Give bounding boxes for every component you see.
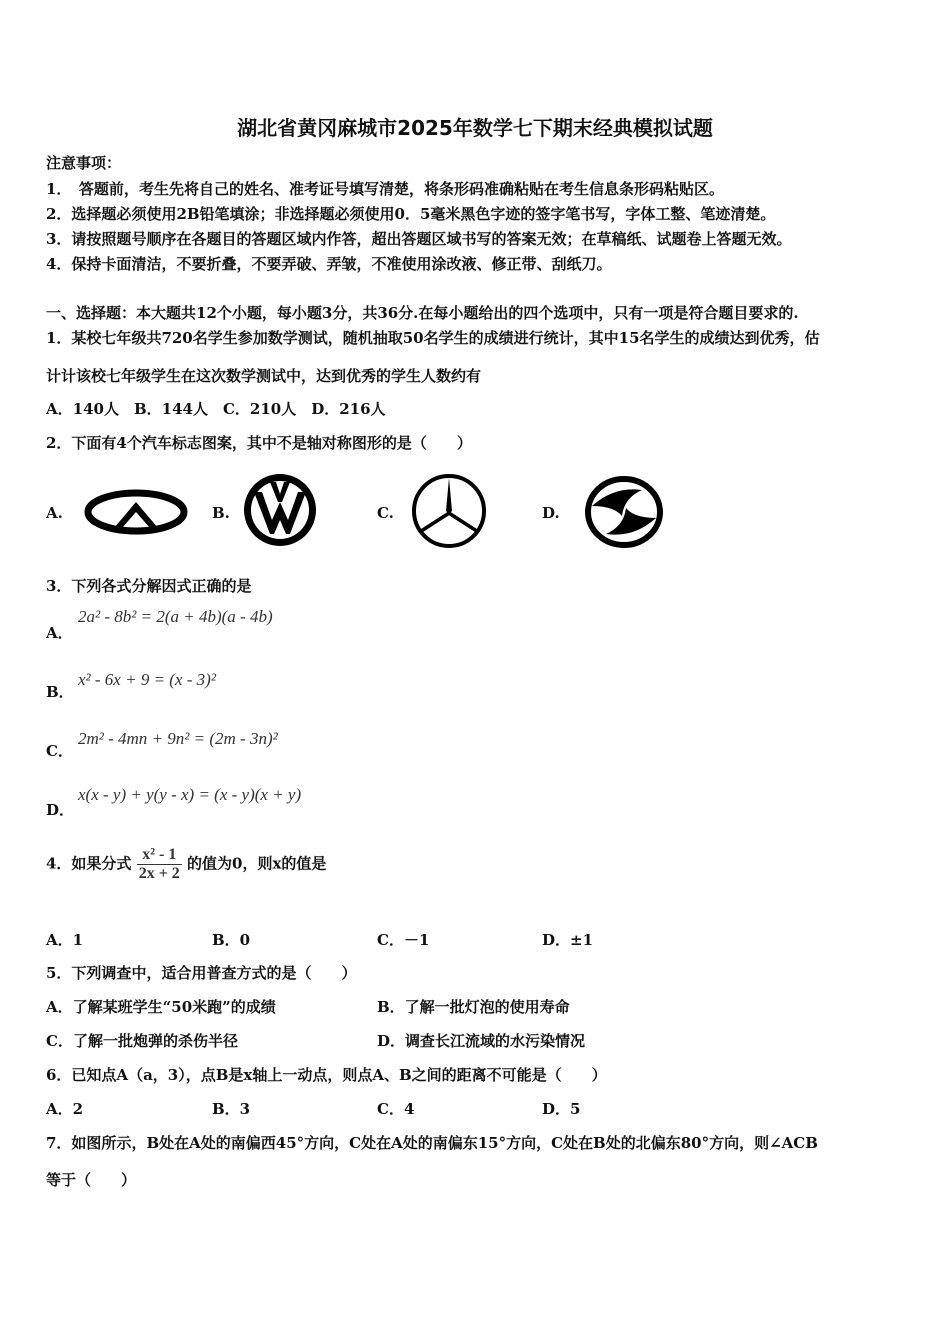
q3-expr-b: x² - 6x + 9 = (x - 3)² [78, 670, 216, 689]
q2-label-c: C. [377, 504, 394, 522]
q4-option-a: A．1 [46, 931, 84, 949]
q3-label-d: D． [46, 801, 75, 819]
notice-heading: 注意事项： [46, 154, 122, 172]
q3-label-c: C． [46, 742, 73, 760]
q3-expr-c: 2m² - 4mn + 9n² = (2m - 3n)² [78, 729, 278, 748]
notice-item-4: 4．保持卡面清洁，不要折叠，不要弄破、弄皱，不准使用涂改液、修正带、刮纸刀。 [46, 255, 612, 273]
q5-option-b: B．了解一批灯泡的使用寿命 [377, 998, 570, 1016]
q2-label-b: B. [212, 504, 230, 522]
notice-item-1: 1． 答题前，考生先将自己的姓名、准考证号填写清楚，将条形码准确粘贴在考生信息条形码粘贴区。 [46, 180, 724, 198]
q6-option-c: C．4 [377, 1100, 415, 1118]
q4-option-c: C．－1 [377, 931, 430, 949]
page-title: 湖北省黄冈麻城市2025年数学七下期末经典模拟试题 [237, 116, 713, 140]
q2-label-d: D. [542, 504, 560, 522]
q4-stem-pre: 4．如果分式 [46, 854, 132, 873]
q3-expr-d: x(x - y) + y(y - x) = (x - y)(x + y) [78, 785, 302, 804]
q2-label-a: A. [46, 504, 63, 522]
q2-stem: 2．下面有4个汽车标志图案，其中不是轴对称图形的是（ ） [46, 434, 472, 452]
q4-fraction-denominator: 2x + 2 [138, 865, 180, 882]
q7-stem-line2: 等于（ ） [46, 1171, 137, 1189]
q5-option-d: D．调查长江流域的水污染情况 [377, 1032, 586, 1050]
q4-fraction-numerator: x² - 1 [137, 846, 182, 865]
infiniti-logo [84, 488, 188, 536]
q5-option-a: A．了解某班学生“50米跑”的成绩 [46, 998, 276, 1016]
q4-stem-post: 的值为0，则x的值是 [187, 854, 327, 873]
volkswagen-logo [240, 470, 320, 550]
q5-option-c: C．了解一批炮弹的杀伤半径 [46, 1032, 238, 1050]
notice-item-2: 2．选择题必须使用2B铅笔填涂；非选择题必须使用0．5毫米黑色字迹的签字笔书写，字体工整、笔迹清楚。 [46, 205, 776, 223]
section-heading: 一、选择题：本大题共12个小题，每小题3分，共36分.在每小题给出的四个选项中，只有一项是符合题目要求的. [46, 304, 799, 322]
q4-stem [46, 846, 326, 883]
q3-label-b: B． [46, 683, 74, 701]
mercedes-logo [410, 472, 488, 550]
q1-stem-line1: 1．某校七年级共720名学生参加数学测试，随机抽取50名学生的成绩进行统计，其中15名学生的成绩达到优秀，估 [46, 329, 820, 347]
q4-fraction [137, 846, 182, 883]
q3-stem: 3．下列各式分解因式正确的是 [46, 577, 252, 595]
q6-option-d: D．5 [542, 1100, 581, 1118]
q3-label-a: A． [46, 624, 73, 642]
notice-item-3: 3．请按照题号顺序在各题目的答题区域内作答，超出答题区域书写的答案无效；在草稿纸、试题卷上答题无效。 [46, 230, 792, 248]
q4-option-b: B．0 [212, 931, 251, 949]
q5-stem: 5．下列调查中，适合用普查方式的是（ ） [46, 964, 357, 982]
q1-stem-line2: 计计该校七年级学生在这次数学测试中，达到优秀的学生人数约有 [46, 367, 482, 385]
q6-stem: 6．已知点A（a，3），点B是x轴上一动点，则点A、B之间的距离不可能是（ ） [46, 1066, 607, 1084]
dongfeng-logo [584, 476, 664, 548]
q1-options: A．140人 B．144人 C．210人 D．216人 [46, 400, 386, 418]
q6-option-b: B．3 [212, 1100, 251, 1118]
q7-stem-line1: 7．如图所示，B处在A处的南偏西45°方向，C处在A处的南偏东15°方向，C处在B处的北偏东80°方向，则∠ACB [46, 1134, 818, 1152]
q4-option-d: D．±1 [542, 931, 594, 949]
q6-option-a: A．2 [46, 1100, 84, 1118]
q3-expr-a: 2a² - 8b² = 2(a + 4b)(a - 4b) [78, 607, 273, 626]
